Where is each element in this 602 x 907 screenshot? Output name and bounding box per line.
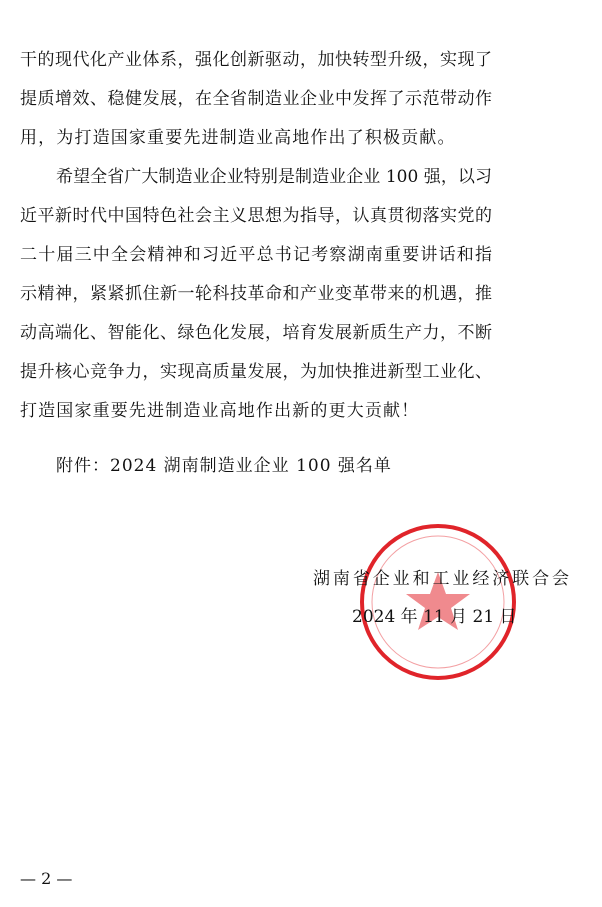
signature-date: 2024 年 11 月 21 日 [352,607,517,627]
body-line: 示精神，紧紧抓住新一轮科技革命和产业变革带来的机遇，推 [20,284,492,304]
body-line: 打造国家重要先进制造业高地作出新的更大贡献！ [20,401,420,421]
body-line: 用，为打造国家重要先进制造业高地作出了积极贡献。 [20,128,456,148]
body-line: 希望全省广大制造业企业特别是制造业企业 100 强，以习 [56,167,492,187]
body-line: 提质增效、稳健发展，在全省制造业企业中发挥了示范带动作 [20,89,492,109]
page-number: — 2 — [20,869,73,888]
body-line: 干的现代化产业体系，强化创新驱动，加快转型升级，实现了 [20,50,492,70]
body-line: 动高端化、智能化、绿色化发展，培育发展新质生产力，不断 [20,323,492,343]
body-line: 提升核心竞争力，实现高质量发展，为加快推进新型工业化、 [20,362,492,382]
attachment-note: 附件：2024 湖南制造业企业 100 强名单 [56,456,392,476]
body-line: 二十届三中全会精神和习近平总书记考察湖南重要讲话和指 [20,245,492,265]
signature-organization: 湖南省企业和工业经济联合会 [313,569,569,589]
official-seal-icon [358,522,518,682]
body-line: 近平新时代中国特色社会主义思想为指导，认真贯彻落实党的 [20,206,492,226]
